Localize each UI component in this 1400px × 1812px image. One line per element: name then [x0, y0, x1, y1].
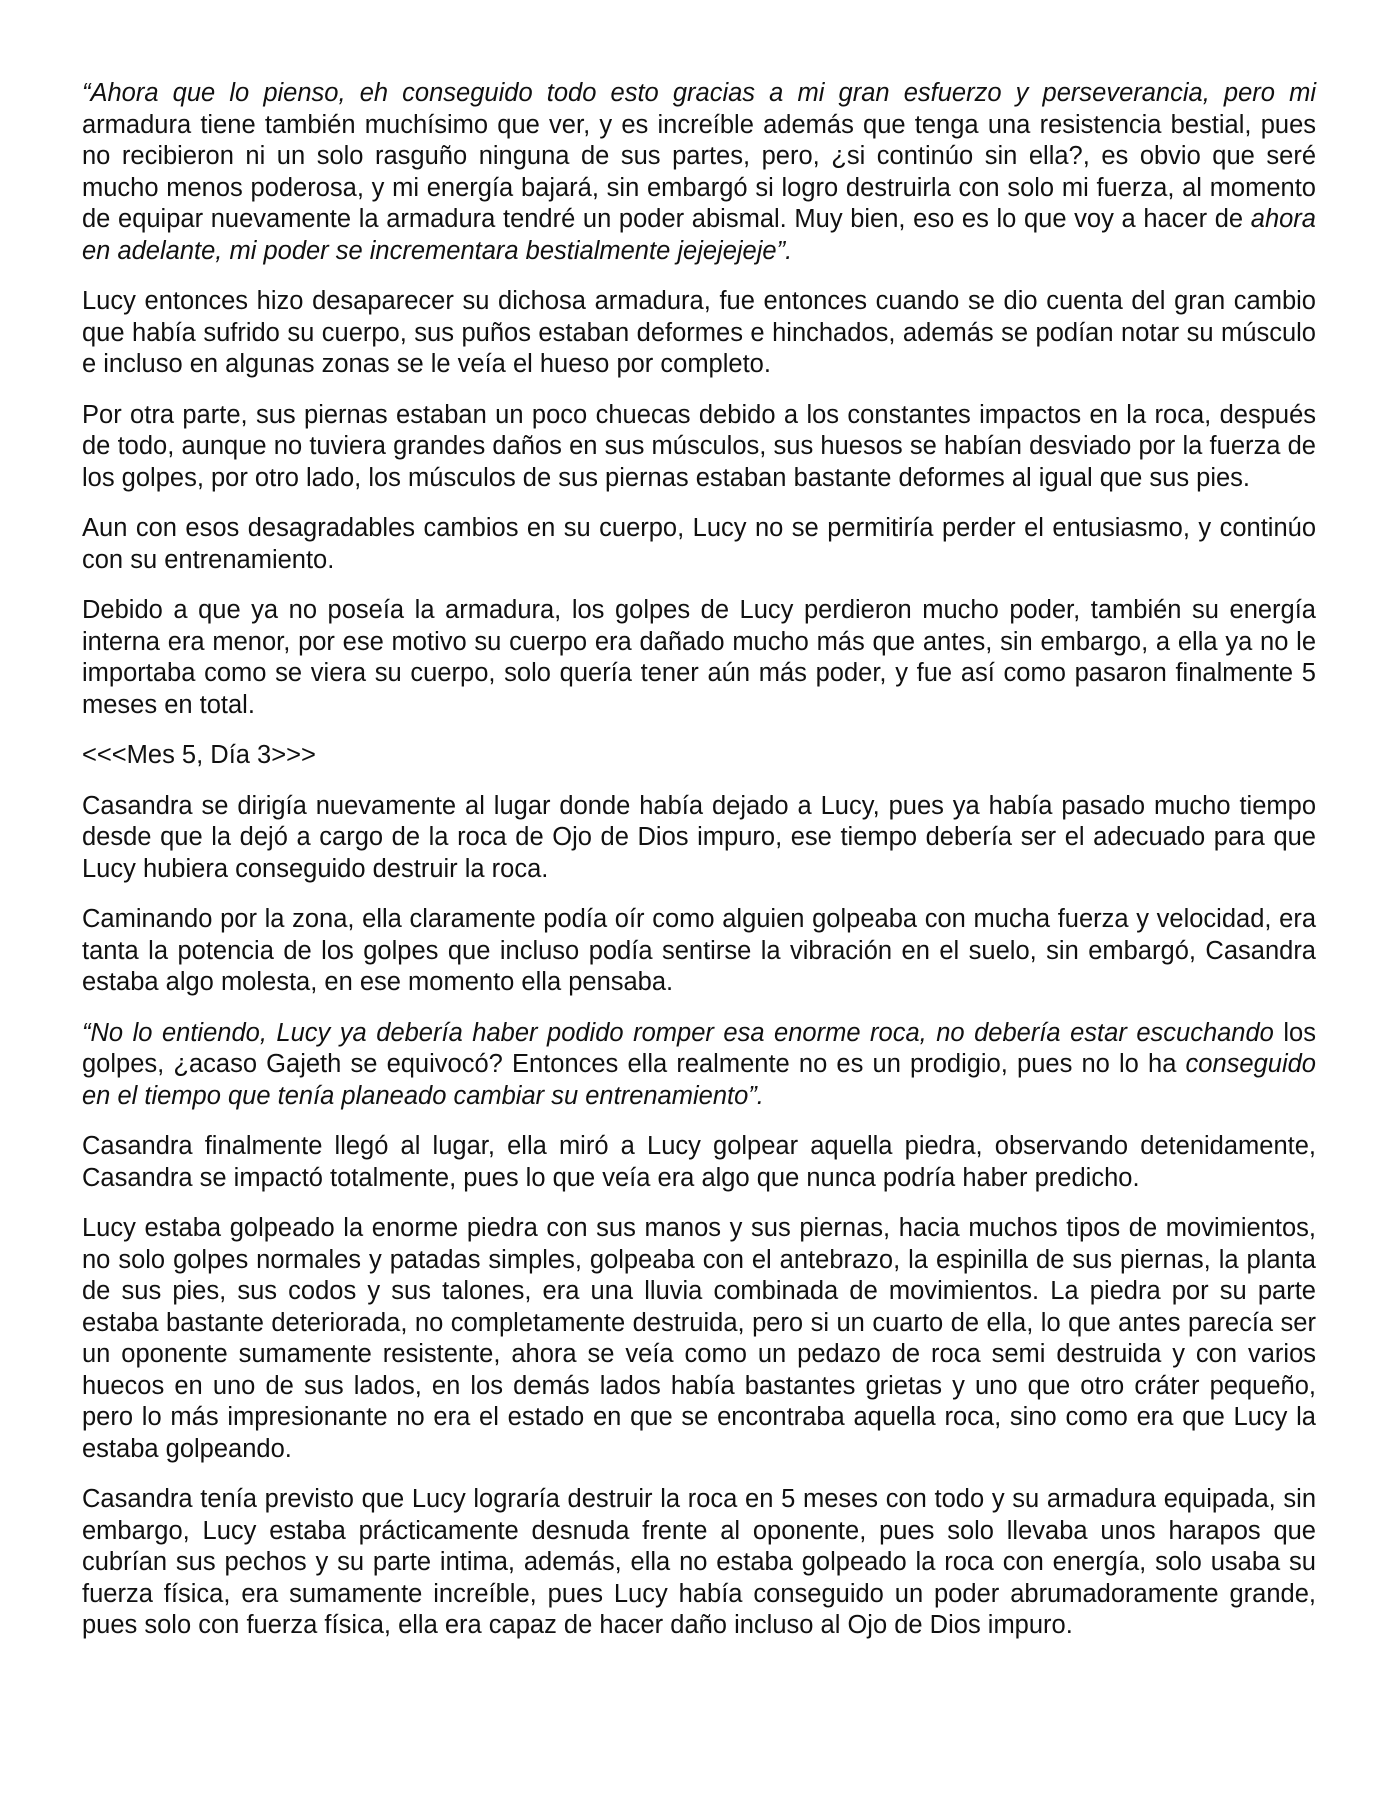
paragraph-7-text: Casandra se dirigía nuevamente al lugar donde había dejado a Lucy, pues ya había pasado mucho tiempo desde que la dejó a cargo de la roca de Ojo de Dios impuro, ese tiempo debería ser el adecuado para que Lucy hubiera conseguido destruir la roca.	[82, 791, 1316, 883]
paragraph-4-text: Aun con esos desagradables cambios en su cuerpo, Lucy no se permitiría perder el entusiasmo, y continúo con su entrenamiento.	[82, 514, 1316, 574]
paragraph-4	[82, 513, 1316, 576]
paragraph-5-text: Debido a que ya no poseía la armadura, los golpes de Lucy perdieron mucho poder, también su energía interna era menor, por ese motivo su cuerpo era dañado mucho más que antes, sin embargo, a ella ya no le importaba como se viera su cuerpo, solo quería tener aún más poder, y fue así como pasaron finalmente 5 meses en total.	[82, 596, 1316, 719]
paragraph-3	[82, 400, 1316, 495]
chapter-marker-text: <<<Mes 5, Día 3>>>	[82, 741, 316, 769]
paragraph-8	[82, 904, 1316, 999]
paragraph-2	[82, 286, 1316, 381]
paragraph-1-text-segment: armadura tiene también muchísimo que ver, y es increíble además que tenga una resistencia bestial, pues no recibieron ni un solo rasguño ninguna de sus partes, pero, ¿si continúo sin ella?, es obvio que seré mucho menos poderosa, y mi energía bajará, sin embargó si logro destruirla con solo mi fuerza, al momento de equipar nuevamente la armadura tendré un poder abismal. Muy bien, eso es lo que voy a hacer de	[82, 110, 1316, 233]
paragraph-11-text: Lucy estaba golpeado la enorme piedra con sus manos y sus piernas, hacia muchos tipos de movimientos, no solo golpes normales y patadas simples, golpeaba con el antebrazo, la espinilla de sus piernas, la planta de sus pies, sus codos y sus talones, era una lluvia combinada de movimientos. La piedra por su parte estaba bastante deteriorada, no completamente destruida, pero si un cuarto de ella, lo que antes parecía ser un oponente sumamente resistente, ahora se veía como un pedazo de roca semi destruida y con varios huecos en uno de sus lados, en los demás lados había bastantes grietas y uno que otro cráter pequeño, pero lo más impresionante no era el estado en que se encontraba aquella roca, sino como era que Lucy la estaba golpeando.	[82, 1214, 1316, 1463]
document-page	[82, 78, 1316, 1661]
paragraph-3-text: Por otra parte, sus piernas estaban un poco chuecas debido a los constantes impactos en la roca, después de todo, aunque no tuviera grandes daños en sus músculos, sus huesos se habían desviado por la fuerza de los golpes, por otro lado, los músculos de sus piernas estaban bastante deformes al igual que sus pies.	[82, 400, 1316, 492]
paragraph-9-italic-segment: “No lo entiendo, Lucy ya debería haber podido romper esa enorme roca, no debería estar escuchando	[82, 1018, 1284, 1047]
paragraph-10-text: Casandra finalmente llegó al lugar, ella miró a Lucy golpear aquella piedra, observando detenidamente, Casandra se impactó totalmente, pues lo que veía era algo que nunca podría haber predicho.	[82, 1132, 1316, 1192]
paragraph-1-italic-segment: ahora en adelante, mi poder se incrementara bestialmente jejejejeje”.	[82, 205, 1316, 265]
paragraph-1	[82, 78, 1316, 267]
paragraph-12-text: Casandra tenía previsto que Lucy lograría destruir la roca en 5 meses con todo y su armadura equipada, sin embargo, Lucy estaba prácticamente desnuda frente al oponente, pues solo llevaba unos harapos que cubrían sus pechos y su parte intima, además, ella no estaba golpeado la roca con energía, solo usaba su fuerza física, era sumamente increíble, pues Lucy había conseguido un poder abrumadoramente grande, pues solo con fuerza física, ella era capaz de hacer daño incluso al Ojo de Dios impuro.	[82, 1485, 1316, 1639]
chapter-marker	[82, 740, 1316, 772]
paragraph-9-italic-segment: conseguido en el tiempo que tenía planeado cambiar su entrenamiento”.	[82, 1050, 1316, 1110]
paragraph-8-text: Caminando por la zona, ella claramente podía oír como alguien golpeaba con mucha fuerza y velocidad, era tanta la potencia de los golpes que incluso podía sentirse la vibración en el suelo, sin embargó, Casandra estaba algo molesta, en ese momento ella pensaba.	[82, 905, 1316, 996]
paragraph-9	[82, 1018, 1316, 1113]
paragraph-9-text-segment: los golpes, ¿acaso Gajeth se equivocó? Entonces ella realmente no es un prodigio, pues no lo ha	[82, 1018, 1316, 1078]
paragraph-12	[82, 1484, 1316, 1642]
paragraph-10	[82, 1131, 1316, 1194]
paragraph-11	[82, 1213, 1316, 1465]
paragraph-7	[82, 791, 1316, 886]
paragraph-1-italic-segment: “Ahora que lo pienso, eh conseguido todo esto gracias a mi gran esfuerzo y perseverancia, pero mi	[82, 79, 1316, 107]
paragraph-2-text: Lucy entonces hizo desaparecer su dichosa armadura, fue entonces cuando se dio cuenta del gran cambio que había sufrido su cuerpo, sus puños estaban deformes e hinchados, además se podían notar su músculo e incluso en algunas zonas se le veía el hueso por completo.	[82, 287, 1316, 378]
paragraph-5	[82, 595, 1316, 721]
